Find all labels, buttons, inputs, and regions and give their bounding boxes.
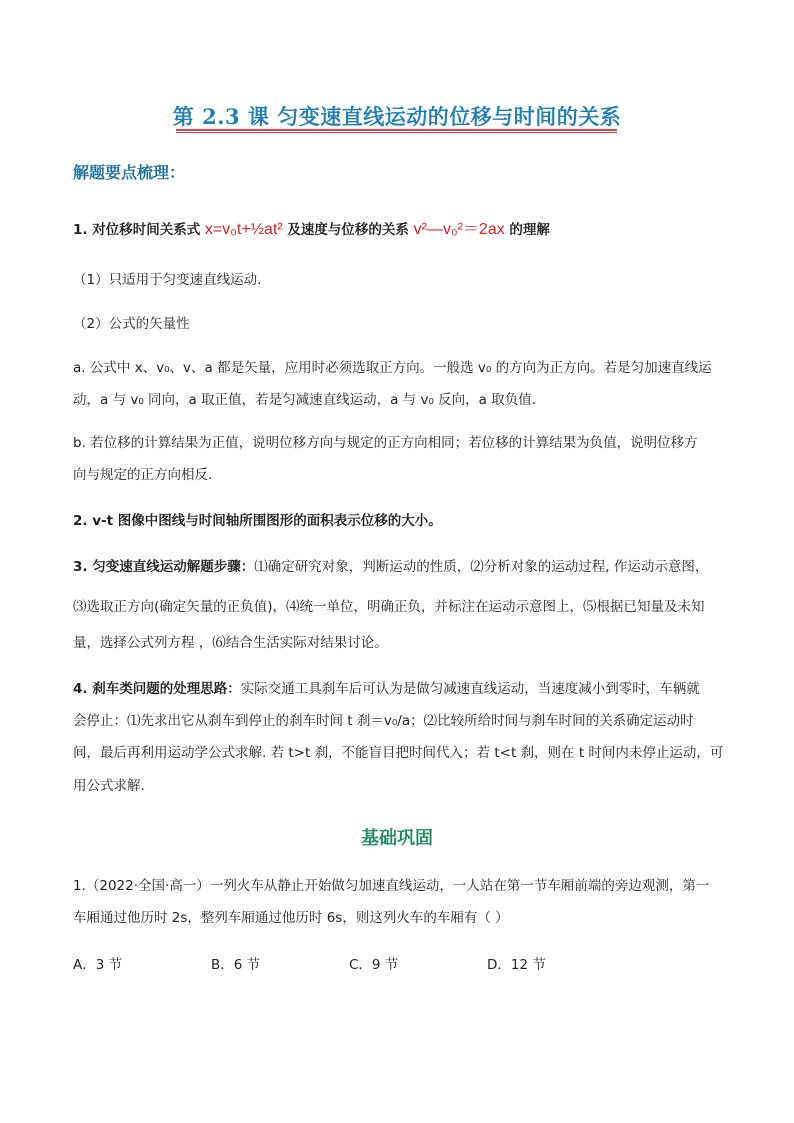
paragraph-b-line-1: b. 若位移的计算结果为正值，说明位移方向与规定的正方向相同；若位移的计算结果为负值，说明位移方: [73, 435, 698, 451]
point-3-line-1: [73, 557, 733, 577]
point-1-middle: 及速度与位移的关系: [282, 222, 414, 238]
point-1-sub-2: （2）公式的矢量性: [73, 316, 190, 332]
point-1-prefix: 1. 对位移时间关系式: [73, 222, 205, 238]
point-1-suffix: 的理解: [504, 222, 550, 238]
point-1: [73, 220, 733, 240]
paragraph-a-line-2: 动，a 与 v₀ 同向，a 取正值，若是匀减速直线运动，a 与 v₀ 反向，a 取负值.: [73, 392, 537, 408]
point-1-sub-1: （1）只适用于匀变速直线运动.: [73, 272, 262, 288]
point-3-line-2: ⑶选取正方向(确定矢量的正负值)，⑷统一单位，明确正负，并标注在运动示意图上，⑸根据已知量及未知: [73, 599, 705, 615]
basic-section-heading: 基础巩固: [361, 828, 433, 849]
point-3-label: 3. 匀变速直线运动解题步骤：: [73, 559, 255, 575]
formula-velocity-displacement: v²—v₀²＝2ax: [413, 221, 505, 238]
option-d: D．12 节: [487, 957, 546, 973]
title-underline: [176, 129, 617, 131]
point-4-line-4: 用公式求解.: [73, 778, 145, 794]
point-3-text: ⑴确定研究对象，判断运动的性质，⑵分析对象的运动过程, 作运动示意图，: [254, 559, 709, 575]
paragraph-a-line-1: a. 公式中 x、v₀、v、a 都是矢量，应用时必须选取正方向。一般选 v₀ 的方向为正方向。若是匀加速直线运: [73, 360, 712, 376]
title-underline-thin: [176, 132, 617, 133]
option-b: B．6 节: [211, 957, 261, 973]
option-c: C．9 节: [349, 957, 399, 973]
point-4-line-1: [73, 679, 733, 699]
point-4-line-3: 间，最后再利用运动学公式求解. 若 t>t 刹，不能盲目把时间代入；若 t<t 刹，则在 t 时间内未停止运动，可: [73, 745, 724, 761]
paragraph-b-line-2: 向与规定的正方向相反.: [73, 467, 213, 483]
question-1-line-1: 1.（2022·全国·高一）一列火车从静止开始做匀加速直线运动，一人站在第一节车厢前端的旁边观测，第一: [73, 878, 710, 894]
point-4-line-2: 会停止：⑴先求出它从刹车到停止的刹车时间 t 刹＝v₀/a；⑵比较所给时间与刹车时间的关系确定运动时: [73, 713, 694, 729]
section-heading: 解题要点梳理：: [73, 163, 186, 182]
point-3-line-3: 量，选择公式列方程 ，⑹结合生活实际对结果讨论。: [73, 635, 388, 651]
point-4-label: 4. 刹车类问题的处理思路：: [73, 681, 241, 697]
point-4-text: 实际交通工具刹车后可认为是做匀减速直线运动，当速度减小到零时，车辆就: [240, 681, 700, 697]
page-title: 第 2.3 课 匀变速直线运动的位移与时间的关系: [172, 104, 622, 129]
point-2: 2. v-t 图像中图线与时间轴所围图形的面积表示位移的大小。: [73, 513, 442, 529]
question-1-line-2: 车厢通过他历时 2s，整列车厢通过他历时 6s，则这列火车的车厢有（ ）: [73, 910, 509, 926]
formula-displacement-time: x=v₀t+½at²: [204, 221, 283, 238]
option-a: A．3 节: [73, 957, 123, 973]
